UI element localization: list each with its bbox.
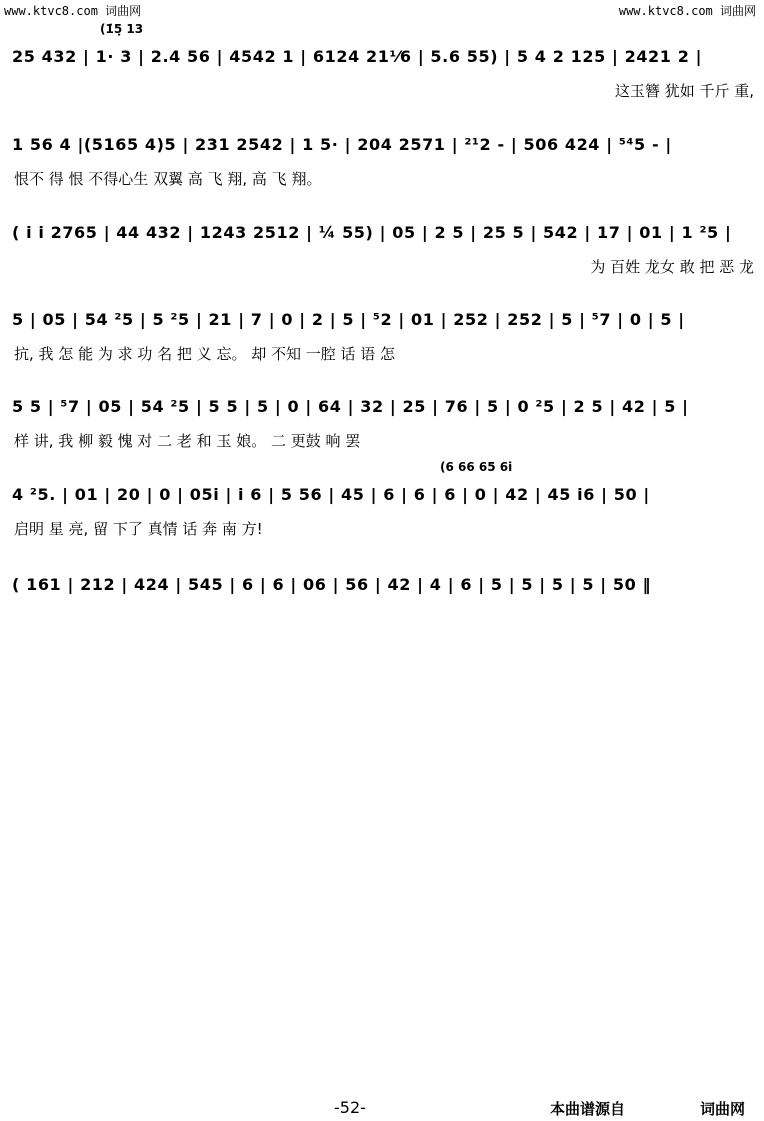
lyrics-row: 抗, 我 怎 能 为 求 功 名 把 义 忘。 却 不知 一腔 话 语 怎 <box>14 345 396 363</box>
lyrics-row: 这玉簪 犹如 千斤 重, <box>614 82 754 100</box>
notation-row: 4 ²5. | 01 | 20 | 0 | 05i | i 6 | 5 56 | 45 | 6 | 6 | 6 | 0 | 42 | 45 ⅰ6 | 50 | <box>12 485 650 504</box>
source-brand: 词曲网 <box>700 1100 746 1118</box>
lyrics-row: 样 讲, 我 柳 毅 愧 对 二 老 和 玉 娘。 二 更鼓 响 罢 <box>14 432 361 450</box>
notation-row: ( 161 | 212 | 424 | 545 | 6 | 6 | 06 | 56 | 42 | 4 | 6 | 5 | 5 | 5 | 5 | 50 ‖ <box>12 575 652 594</box>
notation-row: 5 | 05 | 54 ²5 | 5 ²5 | 21 | 7 | 0 | 2 | 5 | ⁵2 | 01 | 252 | 252 | 5 | ⁵7 | 0 | 5 | <box>12 310 685 329</box>
lyrics-row: 启明 星 亮, 留 下了 真情 话 奔 南 方! <box>14 520 263 538</box>
lyrics-row: 恨不 得 恨 不得心生 双翼 高 飞 翔, 高 飞 翔。 <box>14 170 322 188</box>
header-left-watermark: www.ktvc8.com 词曲网 <box>4 4 142 18</box>
grace-notes: (6 66 65 6i <box>440 460 513 474</box>
lyrics-row: 为 百姓 龙女 敢 把 恶 龙 <box>590 258 754 276</box>
notation-row: 25 432 | 1· 3 | 2.4 56 | 4542 1 | 6124 21⅟6 | 5.6 55) | 5 4 2 125 | 2421 2 | <box>12 47 703 66</box>
notation-row: ( i i 2765 | 44 432 | 1243 2512 | ¼ 55) | 05 | 2 5 | 25 5 | 542 | 17 | 01 | 1 ²5 | <box>12 223 732 242</box>
notation-row: 5 5 | ⁵7 | 05 | 54 ²5 | 5 5 | 5 | 0 | 64 | 32 | 25 | 76 | 5 | 0 ²5 | 2 5 | 42 | 5 | <box>12 397 689 416</box>
page-number: -52- <box>334 1098 366 1117</box>
source-note: 本曲谱源自 <box>550 1100 626 1118</box>
grace-notes: (1̇5̣ 13 <box>100 22 144 36</box>
header-right-watermark: www.ktvc8.com 词曲网 <box>618 4 756 18</box>
notation-row: 1 56 4 |(5165 4)5 | 231 2542 | 1 5· | 204 2571 | ²¹2 - | 506 424 | ⁵⁴5 - | <box>12 135 672 154</box>
